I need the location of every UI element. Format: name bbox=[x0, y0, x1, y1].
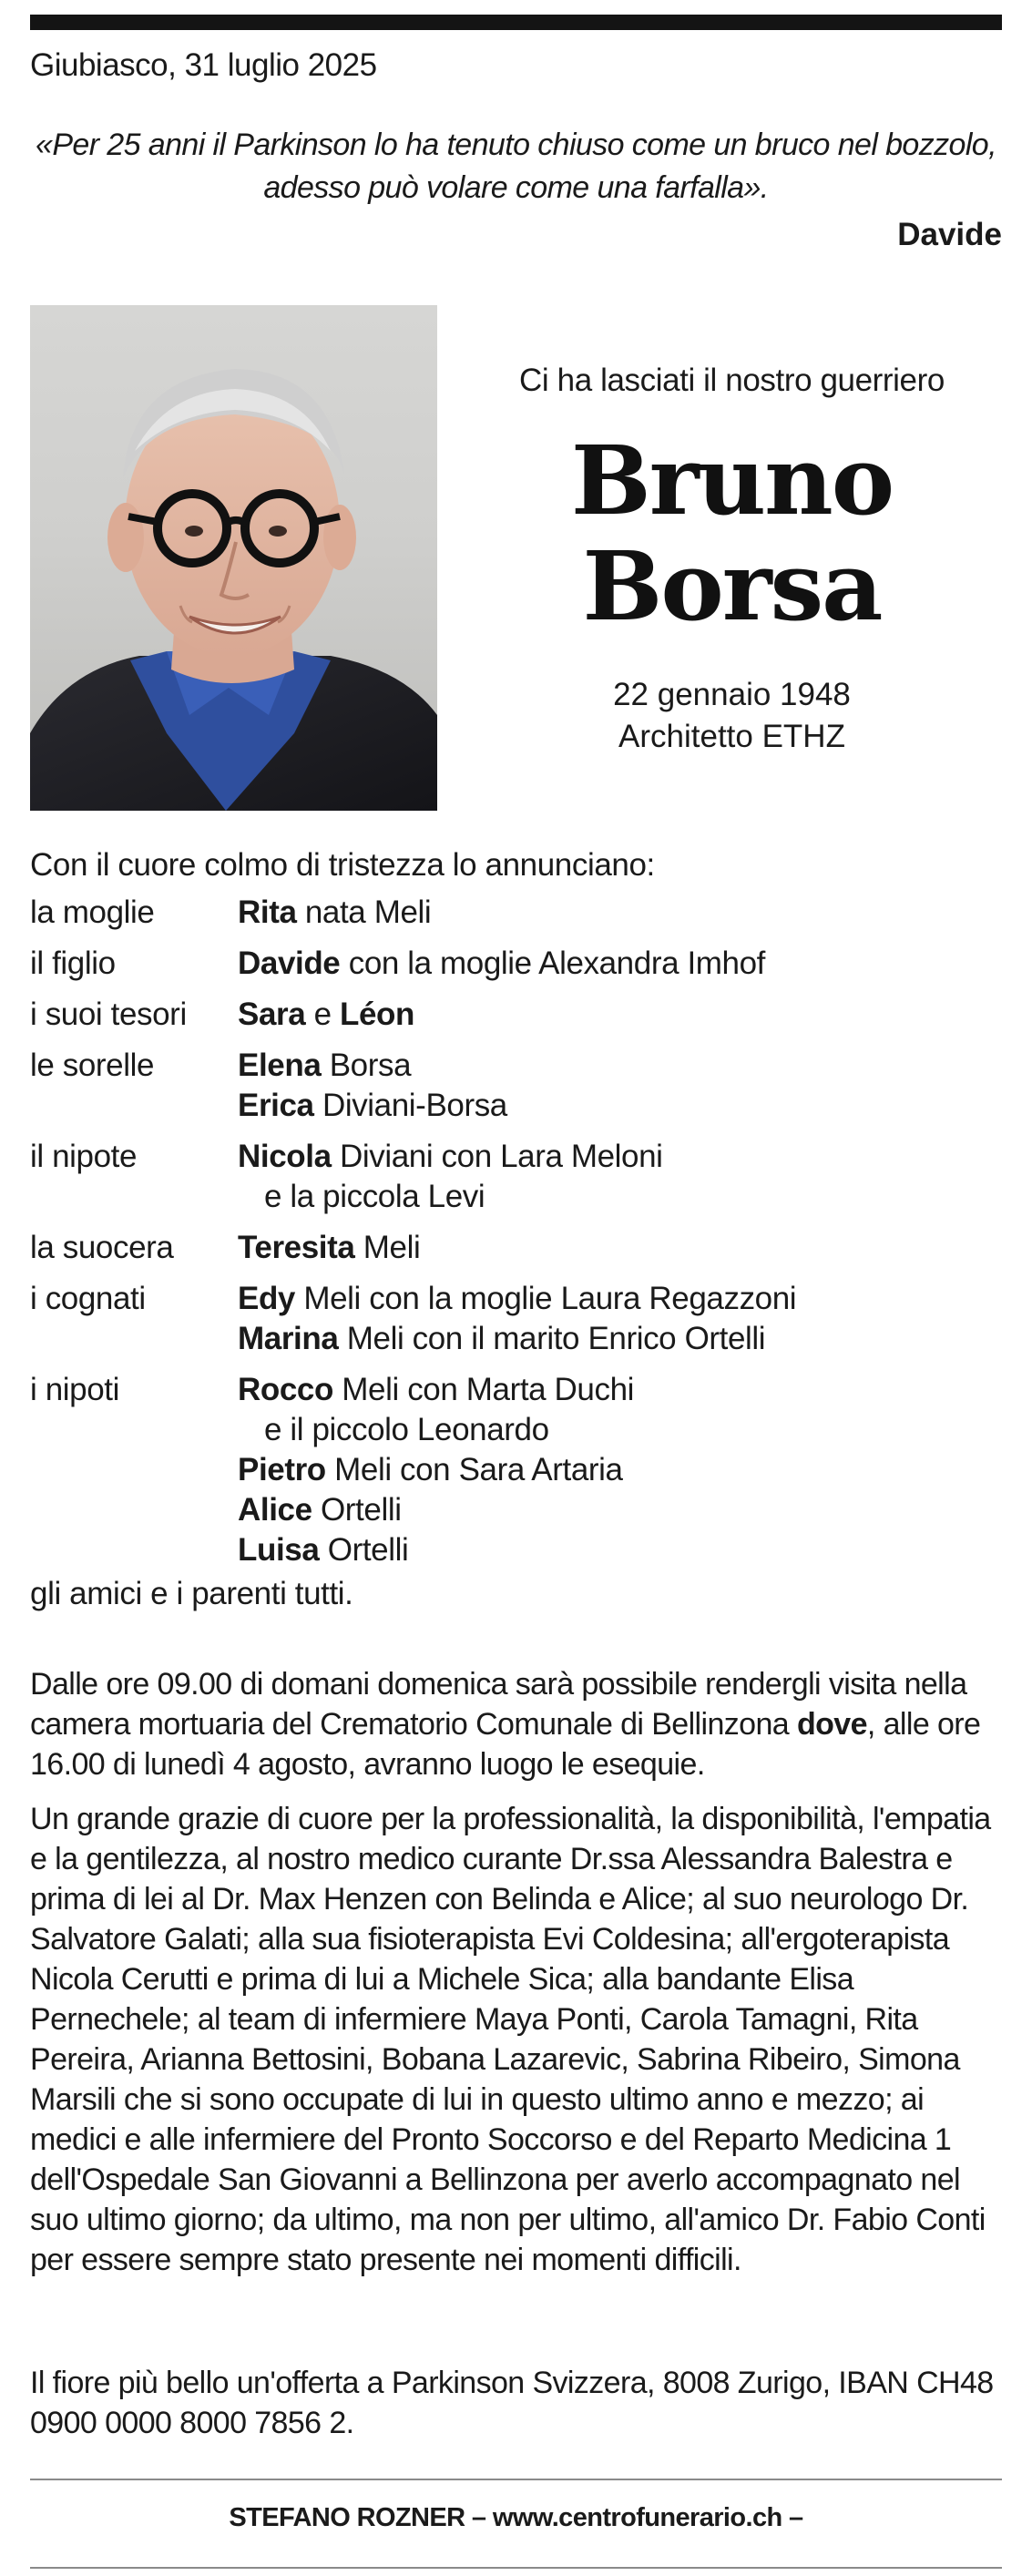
quote-line: adesso può volare come una farfalla». bbox=[263, 170, 769, 205]
visit-bold-word: dove bbox=[796, 1707, 867, 1742]
member-detail: Ortelli bbox=[319, 1532, 409, 1568]
family-member bbox=[238, 1490, 1002, 1530]
relation-label: il nipote bbox=[30, 1139, 138, 1174]
family-row bbox=[30, 893, 1002, 933]
relation-label: le sorelle bbox=[30, 1048, 155, 1083]
family-row bbox=[30, 1228, 1002, 1268]
thanks-paragraph: Un grande grazie di cuore per la professionalità, la disponibilità, l'empatia e la gentilezza, al nostro medico curante Dr.ssa Alessandra Balestra e prima di lei al Dr. Max Henzen con Belinda e Alice; al suo neurologo Dr. Salvatore Galati; alla sua fisioterapista Evi Coldesina; all'ergoterapista Nicola Cerutti e prima di lui a Michele Sica; alla bandante Elisa Pernechele; al team di infermiere Maya Ponti, Carola Tamagni, Rita Pereira, Arianna Bettosini, Bobana Lazarevic, Sabrina Ribeiro, Simona Marsili che si sono occupate di lui in questo ultimo anno e mezzo; ai medici e alle infermiere del Pronto Soccorso e del Reparto Medicina 1 dell'Ospedale San Giovanni a Bellinzona per averlo accompagnato nel suo ultimo giorno; da ultimo, ma non per ultimo, all'amico Dr. Fabio Conti per essere sempre stato presente nei momenti difficili. bbox=[30, 1802, 991, 2277]
family-row bbox=[30, 1137, 1002, 1217]
relation-label: la moglie bbox=[30, 894, 155, 930]
family-member bbox=[238, 893, 1002, 933]
deceased-name bbox=[483, 424, 981, 642]
member-detail: con la moglie Alexandra Imhof bbox=[340, 946, 765, 981]
family-list bbox=[30, 893, 1002, 1581]
top-rule bbox=[30, 15, 1002, 30]
family-row bbox=[30, 1370, 1002, 1570]
relation-people bbox=[238, 995, 1002, 1035]
relation-label: i nipoti bbox=[30, 1372, 119, 1407]
member-detail: Meli bbox=[354, 1230, 421, 1265]
member-first-name: Nicola bbox=[238, 1139, 332, 1174]
family-member bbox=[238, 1370, 1002, 1410]
footer-rule-bottom bbox=[30, 2567, 1002, 2569]
member-detail: Borsa bbox=[321, 1048, 412, 1083]
family-member bbox=[238, 1530, 1002, 1570]
family-row bbox=[30, 944, 1002, 984]
family-row bbox=[30, 1279, 1002, 1359]
member-detail: e la piccola Levi bbox=[264, 1179, 485, 1214]
member-detail: Meli con il marito Enrico Ortelli bbox=[338, 1321, 766, 1356]
footer-agency: STEFANO ROZNER – www.centrofunerario.ch – bbox=[229, 2503, 803, 2532]
member-first-name: Elena bbox=[238, 1048, 322, 1083]
first-name: Bruno bbox=[570, 424, 894, 537]
relation-people bbox=[238, 1279, 1002, 1359]
member-detail: Meli con Marta Duchi bbox=[332, 1372, 635, 1407]
visit-text: Dalle ore 09.00 di domani domenica sarà possibile rendergli visita nella camera mortuaria del Crematorio Comunale di Bellinzona bbox=[30, 1667, 967, 1742]
member-first-name: Pietro bbox=[238, 1452, 326, 1487]
member-first-name: Erica bbox=[238, 1088, 314, 1123]
relation-people bbox=[238, 1046, 1002, 1126]
member-first-name: Davide bbox=[238, 946, 341, 981]
member-first-name: Alice bbox=[238, 1492, 312, 1528]
member-detail: e bbox=[305, 997, 341, 1032]
member-first-name: Rocco bbox=[238, 1372, 333, 1407]
family-member bbox=[238, 1086, 1002, 1126]
member-first-name: Marina bbox=[238, 1321, 339, 1356]
closing-line: gli amici e i parenti tutti. bbox=[30, 1576, 353, 1611]
member-first-name: Sara bbox=[238, 997, 306, 1032]
donation-paragraph: Il fiore più bello un'offerta a Parkinson Svizzera, 8008 Zurigo, IBAN CH48 0900 0000 8000 7856 2. bbox=[30, 2366, 994, 2440]
family-row bbox=[30, 995, 1002, 1035]
member-detail: e il piccolo Leonardo bbox=[264, 1412, 549, 1447]
member-detail: Diviani con Lara Meloni bbox=[331, 1139, 663, 1174]
deceased-details bbox=[483, 674, 981, 758]
member-detail: nata Meli bbox=[296, 894, 432, 930]
member-detail: Diviani-Borsa bbox=[313, 1088, 507, 1123]
member-detail: Ortelli bbox=[312, 1492, 402, 1528]
relation-label: i cognati bbox=[30, 1281, 146, 1316]
member-detail: Meli con Sara Artaria bbox=[325, 1452, 623, 1487]
family-member bbox=[238, 1046, 1002, 1086]
member-first-name: Edy bbox=[238, 1281, 295, 1316]
family-member bbox=[238, 1137, 1002, 1177]
relation-label: la suocera bbox=[30, 1230, 174, 1265]
family-member bbox=[238, 1177, 1002, 1217]
portrait-photo bbox=[30, 305, 437, 811]
relation-people bbox=[238, 893, 1002, 933]
birth-date: 22 gennaio 1948 bbox=[613, 677, 851, 712]
relation-label: il figlio bbox=[30, 946, 116, 981]
quote-line: «Per 25 anni il Parkinson lo ha tenuto chiuso come un bruco nel bozzolo, bbox=[36, 128, 996, 162]
member-first-name: Luisa bbox=[238, 1532, 320, 1568]
professional-title: Architetto ETHZ bbox=[618, 719, 845, 754]
family-member bbox=[238, 944, 1002, 984]
quote bbox=[30, 124, 1002, 210]
last-name: Borsa bbox=[582, 530, 882, 642]
visit-text-end: , alle ore 16.00 di lunedì 4 agosto, avranno luogo le esequie. bbox=[30, 1707, 981, 1782]
family-member bbox=[238, 1410, 1002, 1450]
member-detail: Meli con la moglie Laura Regazzoni bbox=[295, 1281, 797, 1316]
member-first-name: Teresita bbox=[238, 1230, 355, 1265]
family-row bbox=[30, 1046, 1002, 1126]
family-member bbox=[238, 1228, 1002, 1268]
relation-label: i suoi tesori bbox=[30, 997, 187, 1032]
member-first-name: Rita bbox=[238, 894, 297, 930]
relation-people bbox=[238, 1137, 1002, 1217]
relation-people bbox=[238, 1370, 1002, 1570]
family-member bbox=[238, 995, 1002, 1035]
family-member bbox=[238, 1279, 1002, 1319]
intro-text: Ci ha lasciati il nostro guerriero bbox=[519, 363, 945, 398]
relation-people bbox=[238, 1228, 1002, 1268]
visit-paragraph bbox=[30, 1664, 1005, 1784]
relation-people bbox=[238, 944, 1002, 984]
family-member bbox=[238, 1450, 1002, 1490]
footer-rule-top bbox=[30, 2479, 1002, 2480]
quote-author: Davide bbox=[897, 217, 1002, 252]
place-date: Giubiasco, 31 luglio 2025 bbox=[30, 47, 377, 83]
family-member bbox=[238, 1319, 1002, 1359]
member-first-name: Léon bbox=[340, 997, 415, 1032]
announcement: Con il cuore colmo di tristezza lo annunciano: bbox=[30, 847, 655, 883]
